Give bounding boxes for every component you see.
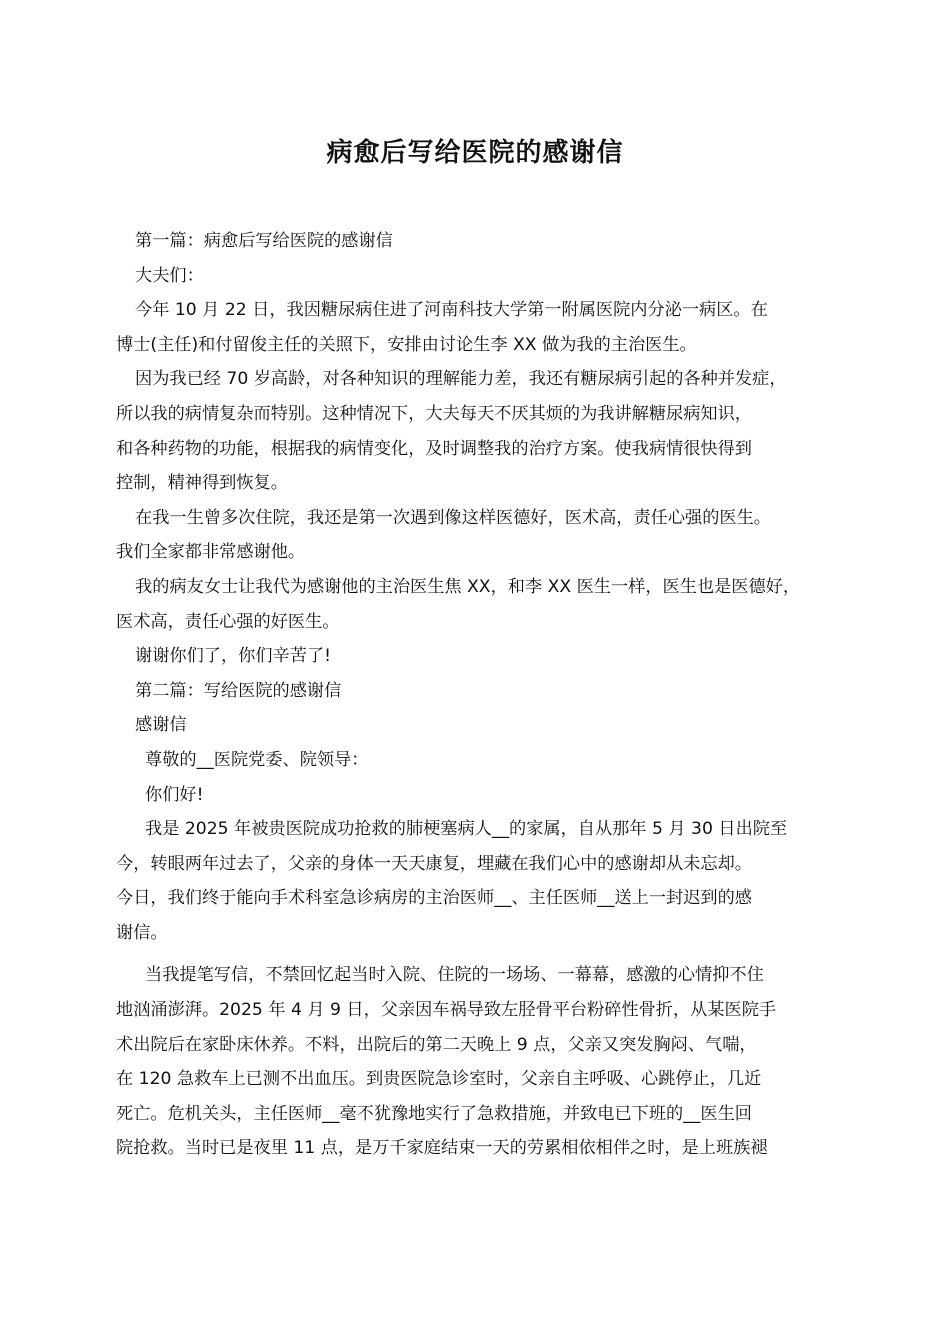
text-line: 死亡。危机关头，主任医师__毫不犹豫地实行了急救措施，并致电已下班的__医生回 [116,1103,752,1124]
paragraph-gap [116,950,836,958]
text-line: 因为我已经 70 岁高龄，对各种知识的理解能力差，我还有糖尿病引起的各种并发症， [135,369,787,390]
text-line: 今年 10 月 22 日，我因糖尿病住进了河南科技大学第一附属医院内分泌一病区。在 [135,300,768,321]
document-title: 病愈后写给医院的感谢信 [326,138,624,168]
text-line: 我是 2025 年被贵医院成功抢救的肺梗塞病人__的家属，自从那年 5 月 30 日出院至 [145,819,788,840]
text-line: 我们全家都非常感谢他。 [116,542,306,563]
text-line: 术出院后在家卧床休养。不料，出院后的第二天晚上 9 点，父亲又突发胸闷、气喘， [116,1034,757,1055]
text-line: 在我一生曾多次住院，我还是第一次遇到像这样医德好，医术高，责任心强的医生。 [135,507,771,528]
text-line: 今日，我们终于能向手术科室急诊病房的主治医师__、主任医师__送上一封迟到的感 [116,888,752,909]
text-line: 和各种药物的功能，根据我的病情变化，及时调整我的治疗方案。使我病情很快得到 [116,438,752,459]
salutation: 尊敬的__医院党委、院领导： [145,749,369,770]
text-line: 博士(主任)和付留俊主任的关照下，安排由讨论生李 XX 做为我的主治医生。 [116,334,697,355]
text-line: 今，转眼两年过去了，父亲的身体一天天康复，埋藏在我们心中的感谢却从未忘却。 [116,853,752,874]
salutation: 大夫们： [135,265,204,286]
letter-heading: 感谢信 [135,715,187,736]
text-line: 谢谢你们了，你们辛苦了! [135,646,331,667]
text-line: 院抢救。当时已是夜里 11 点，是万千家庭结束一天的劳累相依相伴之时，是上班族褪 [116,1138,768,1159]
text-line: 地汹涌澎湃。2025 年 4 月 9 日，父亲因车祸导致左胫骨平台粉碎性骨折，从某医院手 [116,1000,777,1021]
text-line: 我的病友女士让我代为感谢他的主治医生焦 XX，和李 XX 医生一样，医生也是医德好， [135,576,801,597]
greeting: 你们好! [145,784,204,805]
text-line: 谢信。 [116,922,168,943]
text-line: 当我提笔写信，不禁回忆起当时入院、住院的一场场、一幕幕，感激的心情抑不住 [145,965,764,986]
section-heading-2: 第二篇：写给医院的感谢信 [135,680,342,701]
text-line: 在 120 急救车上已测不出血压。到贵医院急诊室时，父亲自主呼吸、心跳停止，几近 [116,1069,762,1090]
section-heading-1: 第一篇：病愈后写给医院的感谢信 [135,231,393,251]
text-line: 所以我的病情复杂而特别。这种情况下，大夫每天不厌其烦的为我讲解糖尿病知识， [116,403,752,424]
text-line: 控制，精神得到恢复。 [116,473,288,494]
document-body [116,224,836,1166]
text-line: 医术高，责任心强的好医生。 [116,611,340,632]
